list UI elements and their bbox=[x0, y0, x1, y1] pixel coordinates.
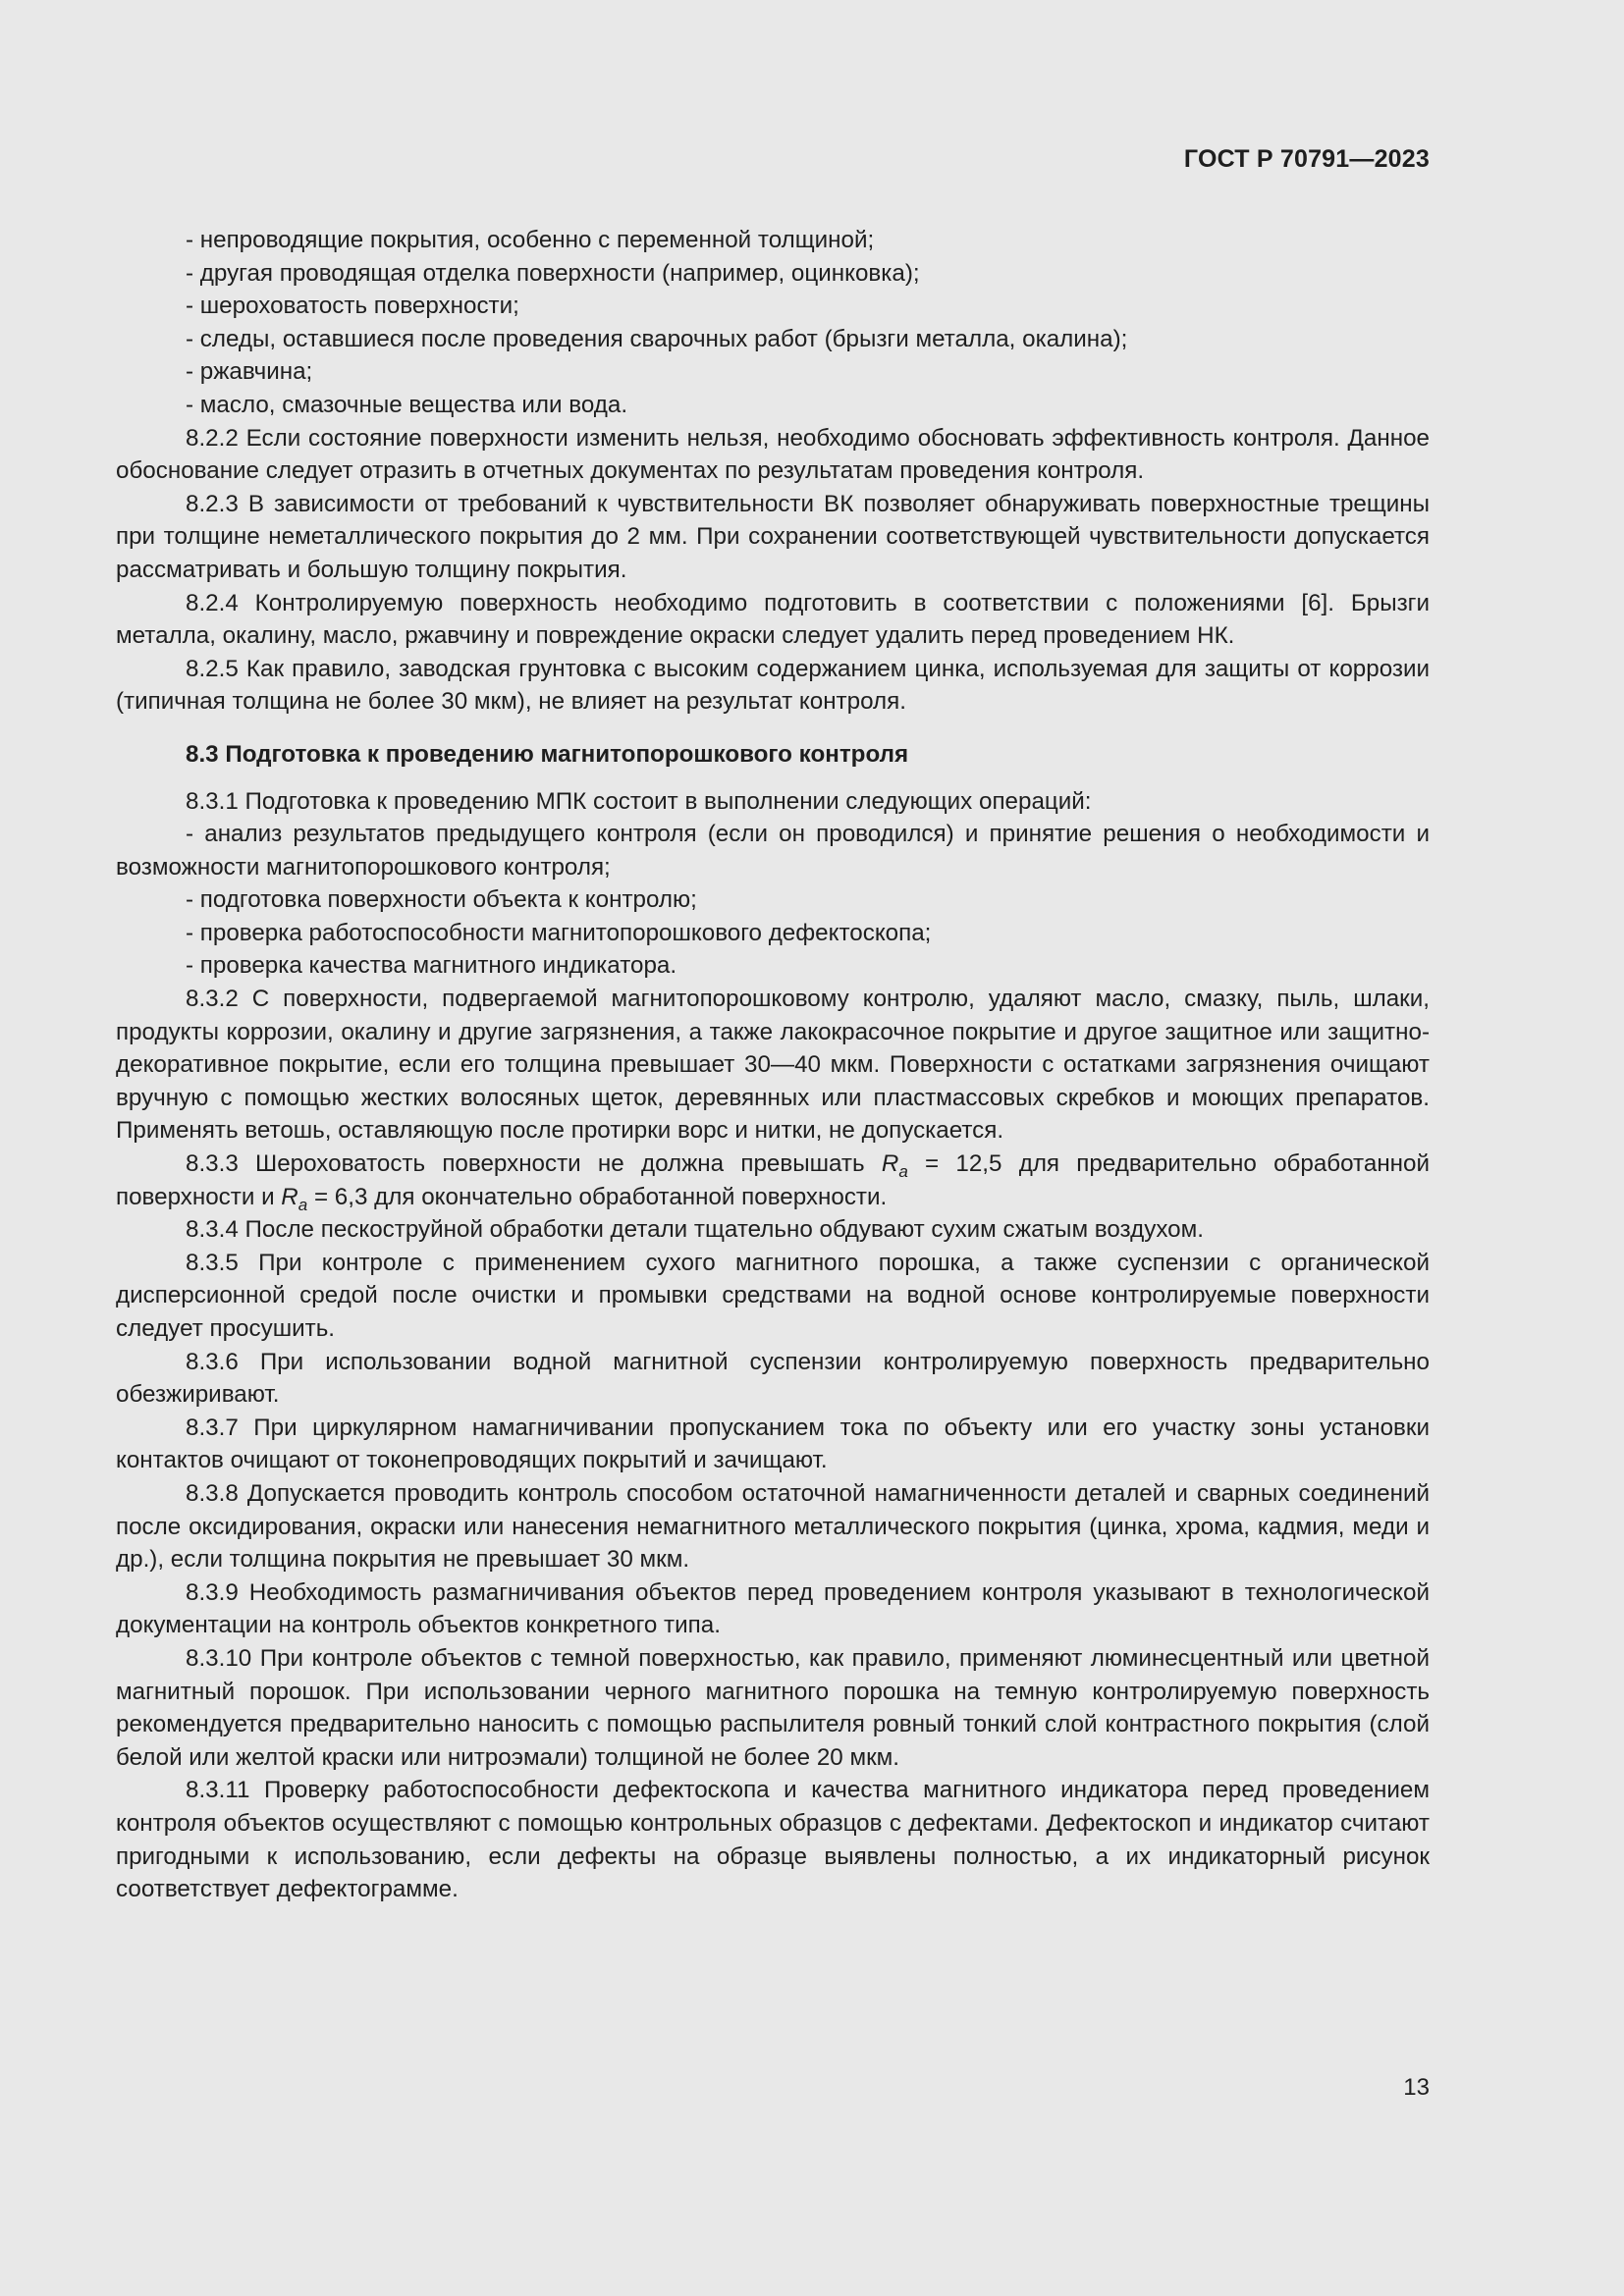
paragraph-8-3-9: 8.3.9 Необходимость размагничивания объектов перед проведением контроля указывают в технологической документации на контроль объектов конкретного типа. bbox=[116, 1578, 1430, 1639]
paragraph-8-2-3: 8.2.3 В зависимости от требований к чувствительности ВК позволяет обнаруживать поверхностные трещины при толщине неметаллического покрытия до 2 мм. При сохранении соответствующей чувствительности допускается рассматривать и большую толщину покрытия. bbox=[116, 490, 1430, 583]
paragraph-text: = 6,3 для окончательно обработанной поверхности. bbox=[307, 1183, 888, 1210]
list-item: - шероховатость поверхности; bbox=[186, 293, 519, 320]
list-item: - масло, смазочные вещества или вода. bbox=[186, 391, 628, 418]
paragraph-8-3-8: 8.3.8 Допускается проводить контроль способом остаточной намагниченности деталей и сварных соединений после оксидирования, окраски или нанесения немагнитного металлического покрытия (цинка, хрома, кадмия, меди и др.), если толщина покрытия не превышает 30 мкм. bbox=[116, 1479, 1430, 1574]
paragraph-8-3-3 bbox=[116, 1148, 1430, 1213]
section-heading-8-3: 8.3 Подготовка к проведению магнитопорошкового контроля bbox=[186, 740, 909, 768]
paragraph-8-3-6: 8.3.6 При использовании водной магнитной суспензии контролируемую поверхность предварительно обезжиривают. bbox=[116, 1348, 1430, 1409]
paragraph-8-3-5: 8.3.5 При контроле с применением сухого магнитного порошка, а также суспензии с органической дисперсионной средой после очистки и промывки средствами на водной основе контролируемые поверхности следует просушить. bbox=[116, 1249, 1430, 1342]
paragraph-text: = 12,5 для предварительно обработанной поверхности и bbox=[116, 1150, 1430, 1210]
list-item: - ржавчина; bbox=[186, 358, 313, 386]
list-item: - проверка качества магнитного индикатора. bbox=[186, 952, 677, 980]
paragraph-8-3-10: 8.3.10 При контроле объектов с темной поверхностью, как правило, применяют люминесцентный или цветной магнитный порошок. При использовании черного магнитного порошка на темную контролируемую поверхность рекомендуется предварительно наносить с помощью распылителя ровный тонкий слой контрастного покрытия (слой белой или желтой краски или нитроэмали) толщиной не более 20 мкм. bbox=[116, 1644, 1430, 1771]
list-item: - непроводящие покрытия, особенно с переменной толщиной; bbox=[186, 227, 875, 253]
list-item: - подготовка поверхности объекта к контролю; bbox=[186, 886, 697, 914]
paragraph-8-3-7: 8.3.7 При циркулярном намагничивании пропусканием тока по объекту или его участку зоны установки контактов очищают от токонепроводящих покрытий и зачищают. bbox=[116, 1414, 1430, 1474]
paragraph-8-2-4: 8.2.4 Контролируемую поверхность необходимо подготовить в соответствии с положениями [6]. Брызги металла, окалину, масло, ржавчину и повреждение окраски следует удалить перед проведением НК. bbox=[116, 589, 1430, 650]
roughness-variable: R bbox=[881, 1150, 899, 1178]
paragraph-8-2-2: 8.2.2 Если состояние поверхности изменить нельзя, необходимо обосновать эффективность контроля. Данное обоснование следует отразить в отчетных документах по результатам проведения контроля. bbox=[116, 424, 1430, 485]
list-item: - проверка работоспособности магнитопорошкового дефектоскопа; bbox=[186, 919, 932, 946]
paragraph-8-3-4: 8.3.4 После пескоструйной обработки детали тщательно обдувают сухим сжатым воздухом. bbox=[186, 1216, 1204, 1244]
document-body bbox=[116, 224, 1430, 1906]
document-header-id: ГОСТ Р 70791—2023 bbox=[1183, 145, 1430, 173]
roughness-variable: R bbox=[281, 1183, 298, 1210]
paragraph-8-3-2: 8.3.2 С поверхности, подвергаемой магнитопорошковому контролю, удаляют масло, смазку, пыль, шлаки, продукты коррозии, окалину и другие загрязнения, а также лакокрасочное покрытие и другое защитное или защитно-декоративное покрытие, если его толщина превышает 30—40 мкм. Поверхности с остатками загрязнения очищают вручную с помощью жестких волосяных щеток, деревянных или пластмассовых скребков и моющих препаратов. Применять ветошь, оставляющую после протирки ворс и нитки, не допускается. bbox=[116, 986, 1430, 1145]
roughness-subscript: a bbox=[898, 1162, 908, 1182]
roughness-subscript: a bbox=[298, 1195, 308, 1214]
list-item: - анализ результатов предыдущего контроля (если он проводился) и принятие решения о необходимости и возможности магнитопорошкового контроля; bbox=[116, 821, 1430, 881]
paragraph-8-3-1: 8.3.1 Подготовка к проведению МПК состоит в выполнении следующих операций: bbox=[186, 787, 1092, 815]
paragraph-8-2-5: 8.2.5 Как правило, заводская грунтовка с высоким содержанием цинка, используемая для защиты от коррозии (типичная толщина не более 30 мкм), не влияет на результат контроля. bbox=[116, 655, 1430, 716]
list-item: - следы, оставшиеся после проведения сварочных работ (брызги металла, окалина); bbox=[186, 325, 1128, 352]
paragraph-8-3-11: 8.3.11 Проверку работоспособности дефектоскопа и качества магнитного индикатора перед проведением контроля объектов осуществляют с помощью контрольных образцов с дефектами. Дефектоскоп и индикатор считают пригодными к использованию, если дефекты на образце выявлены полностью, а их индикаторный рисунок соответствует дефектограмме. bbox=[116, 1777, 1430, 1903]
page-number: 13 bbox=[1403, 2074, 1430, 2101]
paragraph-text: 8.3.3 Шероховатость поверхности не должна превышать bbox=[186, 1150, 882, 1178]
list-item: - другая проводящая отделка поверхности (например, оцинковка); bbox=[186, 259, 920, 287]
